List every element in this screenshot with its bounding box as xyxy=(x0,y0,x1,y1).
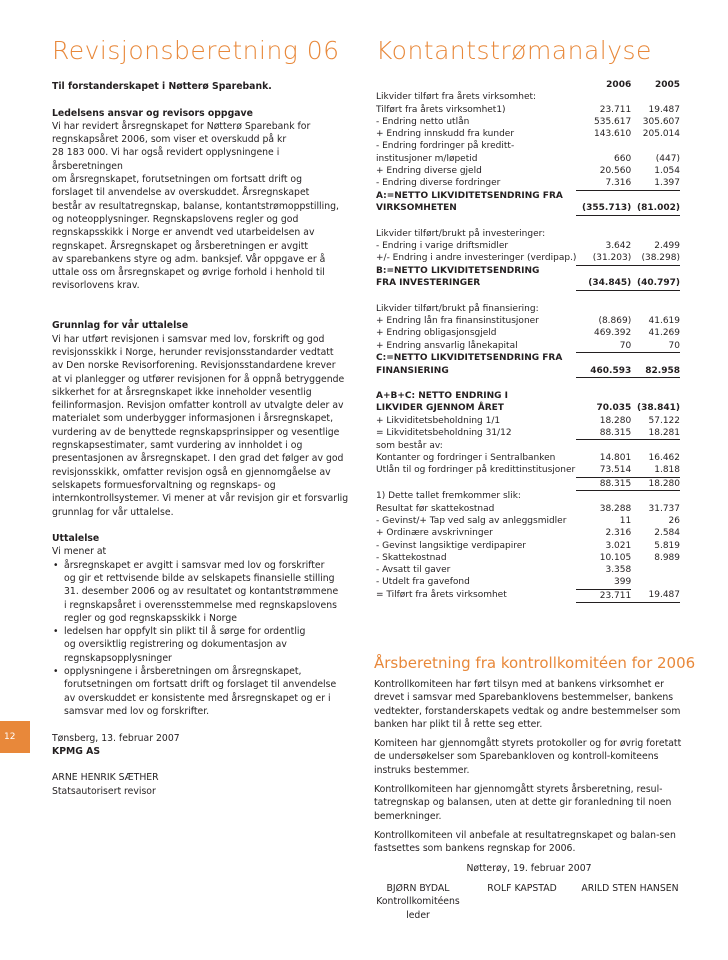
audit-report-body xyxy=(52,80,352,798)
row-label: FRA INVESTERINGER xyxy=(376,278,481,289)
row-label: A+B+C: NETTO ENDRING I xyxy=(376,391,509,402)
value-2006: 70.035 xyxy=(596,403,632,414)
row-label: - Endring i varige driftsmidler xyxy=(376,241,509,252)
table-row xyxy=(376,303,680,315)
value-2005 xyxy=(631,303,680,315)
value-2006: 535.617 xyxy=(594,116,632,127)
text-line: regnskapet. Årsregnskapet og årsberetningen er avgitt xyxy=(52,240,309,252)
text-line: Vi har revidert årsregnskapet for Nøtterø Sparebank for xyxy=(52,120,311,132)
value-2006: 469.392 xyxy=(594,328,632,339)
value-2005: 2.584 xyxy=(654,528,680,539)
table-row xyxy=(376,277,680,290)
value-2006: 14.801 xyxy=(599,453,632,464)
row-label: institusjoner m/løpetid xyxy=(376,153,478,164)
table-row xyxy=(376,390,680,402)
table-row xyxy=(376,140,680,152)
table-row xyxy=(376,252,680,265)
table-row xyxy=(376,240,680,252)
value-2005: (38.841) xyxy=(637,403,680,414)
bullet-first-line xyxy=(52,559,352,572)
signature-1-role: Kontrollkomitéens xyxy=(376,896,460,908)
value-2006 xyxy=(576,440,631,452)
row-label: - Endring diverse fordringer xyxy=(376,178,501,189)
value-2006: (355.713) xyxy=(576,202,631,215)
paragraph: Kontrollkomiteen har gjennomgått styrets årsberetning, resul-tatregnskap og balansen, uten at dette gir foranledning til noen bemerkninger. xyxy=(374,784,672,822)
text-line: at vi planlegger og utfører revisjonen for å oppnå betryggende xyxy=(52,373,345,385)
value-2006: 10.105 xyxy=(599,552,632,563)
table-row xyxy=(376,228,680,240)
text-line: av sparebankens styre og adm. banksjef. Vår oppgave er å xyxy=(52,253,326,265)
row-label: Likvider tilført/brukt på investeringer: xyxy=(376,228,546,239)
value-2006: 23.711 xyxy=(576,589,631,602)
value-2005 xyxy=(631,190,680,202)
text-line: revisjonsskikk i Norge, herunder revisjonsstandarder vedtatt xyxy=(52,346,334,358)
text-line: materialet som underbygger informasjonen i årsregnskapet, xyxy=(52,413,334,425)
section-heading: Uttalelse xyxy=(52,533,100,545)
bullet-continuation: av overskuddet er konsistente med årsregnskapet og er i xyxy=(64,692,331,704)
section-responsibility xyxy=(52,120,352,293)
header-label xyxy=(376,79,576,91)
report-date: Tønsberg, 13. februar 2007 xyxy=(52,732,180,744)
table-row xyxy=(376,464,680,477)
section-heading: Grunnlag for vår uttalelse xyxy=(52,320,189,332)
value-2006 xyxy=(576,91,631,103)
row-label: LIKVIDER GJENNOM ÅRET xyxy=(376,403,504,414)
opinion-bullets xyxy=(52,559,352,719)
cashflow-title: Kontantstrømanalyse xyxy=(376,36,652,65)
value-2005: 26 xyxy=(668,516,680,526)
value-2005: 19.487 xyxy=(631,589,680,602)
text-line: vurdering av de benyttede regnskapsprinsipper og vesentlige xyxy=(52,426,340,438)
table-row xyxy=(376,104,680,116)
header-year-2006: 2006 xyxy=(606,80,632,90)
text-line: regnskapsestimater, samt vurdering av innholdet i og xyxy=(52,440,303,452)
value-2005 xyxy=(631,140,680,152)
row-label: - Gevinst/+ Tap ved salg av anleggsmidler xyxy=(376,516,567,526)
table-row xyxy=(376,128,680,140)
row-label: - Skattekostnad xyxy=(376,552,447,563)
value-2006 xyxy=(576,190,631,202)
value-2006 xyxy=(576,265,631,277)
row-label: VIRKSOMHETEN xyxy=(376,203,457,214)
row-label: C:=NETTO LIKVIDITETSENDRING FRA xyxy=(376,353,563,364)
row-label: = Tilført fra årets virksomhet xyxy=(376,590,507,601)
control-committee-body xyxy=(374,678,684,862)
row-label: Resultat før skattekostnad xyxy=(376,503,495,514)
value-2005: 305.607 xyxy=(642,116,680,127)
table-row xyxy=(376,490,680,502)
table-row xyxy=(376,477,680,490)
row-label: + Endring ansvarlig lånekapital xyxy=(376,340,518,351)
table-row xyxy=(376,365,680,378)
row-label: - Endring netto utlån xyxy=(376,116,470,127)
value-2006: 143.610 xyxy=(594,129,632,140)
table-row xyxy=(376,91,680,103)
value-2005 xyxy=(631,352,680,364)
value-2006: 660 xyxy=(614,153,632,164)
row-label: Utlån til og fordringer på kredittinstitusjoner xyxy=(376,465,576,476)
value-2006: 73.514 xyxy=(576,464,631,477)
value-2005: 2.499 xyxy=(654,241,680,252)
control-date: Nøtterøy, 19. februar 2007 xyxy=(466,863,592,874)
value-2006: 38.288 xyxy=(599,503,632,514)
row-label: Tilført fra årets virksomhet1) xyxy=(376,104,506,115)
value-2005: 5.819 xyxy=(654,540,680,551)
value-2005: 41.619 xyxy=(648,316,680,327)
value-2006: 7.316 xyxy=(576,177,631,190)
table-row xyxy=(376,503,680,515)
value-2006: 3.642 xyxy=(605,241,632,252)
table-row xyxy=(376,452,680,464)
table-row xyxy=(376,378,680,391)
value-2005: 82.958 xyxy=(631,365,680,378)
value-2005: 31.737 xyxy=(648,503,680,514)
value-2005 xyxy=(631,490,680,502)
value-2005: (447) xyxy=(655,153,680,164)
text-line: uttale oss om årsregnskapet og øvrige forhold i henhold til xyxy=(52,267,325,279)
signature-2 xyxy=(478,882,566,895)
value-2006 xyxy=(576,390,631,402)
paragraph: Kontrollkomiteen har ført tilsyn med at bankens virksomhet er drevet i samsvar med Sparebanklovens bestemmelser, bankens vedtekter, forstanderskapets vedtak og andre bestemmelser som banken har plikt til å rette seg etter. xyxy=(374,679,681,730)
section-heading: Ledelsens ansvar og revisors oppgave xyxy=(52,107,253,119)
table-row xyxy=(376,440,680,452)
spacer-cell xyxy=(376,378,680,391)
value-2005: 205.014 xyxy=(642,129,680,140)
table-row xyxy=(376,576,680,589)
bullet-continuation: i regnskapsåret i overensstemmelse med regnskapslovens xyxy=(64,599,337,611)
value-2005: (40.797) xyxy=(631,277,680,290)
bullet-continuation: regnskapsopplysninger xyxy=(64,652,172,664)
table-row xyxy=(376,190,680,202)
signer-title: Statsautorisert revisor xyxy=(52,785,156,797)
section-basis xyxy=(52,333,352,519)
table-row xyxy=(376,315,680,327)
table-row xyxy=(376,265,680,277)
value-2005: (81.002) xyxy=(631,202,680,215)
row-label: FINANSIERING xyxy=(376,365,449,376)
row-label: - Avsatt til gaver xyxy=(376,565,451,576)
value-2005: 19.487 xyxy=(648,104,680,115)
opinion-bullet-item xyxy=(52,665,352,718)
table-row xyxy=(376,415,680,427)
value-2006: (31.203) xyxy=(576,252,631,265)
bullet-icon: • xyxy=(53,626,59,638)
value-2006 xyxy=(576,490,631,502)
value-2006: 70 xyxy=(576,340,631,353)
value-2006 xyxy=(576,352,631,364)
value-2005 xyxy=(631,440,680,452)
cashflow-table xyxy=(376,79,680,603)
opinion-bullet-item xyxy=(52,625,352,665)
signature-1 xyxy=(372,882,464,922)
table-header-row xyxy=(376,79,680,91)
value-2006: 3.358 xyxy=(605,565,632,576)
value-2005 xyxy=(631,390,680,402)
bullet-icon: • xyxy=(53,666,59,678)
text-line: og noteopplysninger. Regnskapslovens regler og god xyxy=(52,213,299,225)
paragraph: Kontrollkomiteen vil anbefale at resultatregnskapet og balan-sen fastsettes som bankens regnskap for 2006. xyxy=(374,829,676,855)
bullet-continuation: og gir et rettvisende bilde av selskapets finansielle stilling xyxy=(64,572,335,584)
table-row xyxy=(376,290,680,303)
row-label: som består av: xyxy=(376,440,443,451)
value-2006: 3.021 xyxy=(605,540,632,551)
text-line: internkontrollsystemer. Vi mener at vår revisjon gir et forsvarlig xyxy=(52,493,349,505)
value-2005: 1.397 xyxy=(631,177,680,190)
table-row xyxy=(376,589,680,602)
table-row xyxy=(376,527,680,539)
row-label: = Likviditetsbeholdning 31/12 xyxy=(376,427,512,438)
signature-3 xyxy=(572,882,688,895)
text-line: om årsregnskapet, forutsetningen om fortsatt drift og xyxy=(52,174,303,186)
value-2006: (34.845) xyxy=(576,277,631,290)
value-2005 xyxy=(631,91,680,103)
value-2006: 18.280 xyxy=(599,415,632,426)
value-2005 xyxy=(631,228,680,240)
row-label: +/- Endring i andre investeringer (verdipap.) xyxy=(376,253,577,264)
table-row xyxy=(376,116,680,128)
value-2006 xyxy=(576,140,631,152)
text-line: revisjonsskikk, omfatter revisjon også en gjennomgåelse av xyxy=(52,466,331,478)
value-2005 xyxy=(631,564,680,576)
value-2006: 399 xyxy=(576,576,631,589)
value-2005: 41.269 xyxy=(648,328,680,339)
table-row xyxy=(376,153,680,165)
table-row xyxy=(376,515,680,527)
row-label: + Likviditetsbeholdning 1/1 xyxy=(376,415,501,426)
value-2006: 2.316 xyxy=(605,528,632,539)
row-label: - Utdelt fra gavefond xyxy=(376,577,470,588)
value-2005: 57.122 xyxy=(648,415,680,426)
table-row xyxy=(376,402,680,414)
text-line: selskapets formuesforvaltning og regnskaps- og xyxy=(52,479,276,491)
bullet-text: årsregnskapet er avgitt i samsvar med lov og forskrifter xyxy=(64,559,325,571)
text-line: feilinformasjon. Revisjon omfatter kontroll av utvalgte deler av xyxy=(52,400,344,412)
text-line: består av resultatregnskap, balanse, kontantstrømoppstilling, xyxy=(52,200,339,212)
text-line: 28 183 000. Vi har også revidert opplysningene i årsberetningen xyxy=(52,147,280,172)
bullet-continuation: 31. desember 2006 og av resultatet og kontantstrømmene xyxy=(64,586,339,598)
value-2005 xyxy=(631,265,680,277)
row-label: Likvider tilført/brukt på finansiering: xyxy=(376,303,539,314)
text-line: regnskapsåret 2006, som viser et overskudd på kr xyxy=(52,134,287,146)
page-number: 12 xyxy=(0,721,30,753)
paragraph: Komiteen har gjennomgått styrets protokoller og for øvrig foretatt de undersøkelser som Sparebankloven og kontroll-komiteens instruks bestemmer. xyxy=(374,738,682,776)
row-label: + Endring lån fra finansinstitusjoner xyxy=(376,316,539,327)
row-label: + Endring obligasjonsgjeld xyxy=(376,328,497,339)
value-2005: 1.818 xyxy=(631,464,680,477)
value-2006: 88.315 xyxy=(576,477,631,490)
bullet-continuation: samsvar med lov og forskrifter. xyxy=(64,705,210,717)
table-row xyxy=(376,564,680,576)
table-row xyxy=(376,177,680,190)
value-2005: 8.989 xyxy=(654,552,680,563)
text-line: regnskapsskikk i Norge er anvendt ved utarbeidelsen av xyxy=(52,227,315,239)
value-2006: 11 xyxy=(619,516,632,526)
text-line: presentasjonen av årsregnskapet. I den grad det følger av god xyxy=(52,453,344,465)
row-label: Kontanter og fordringer i Sentralbanken xyxy=(376,453,556,464)
value-2005: 1.054 xyxy=(654,166,680,177)
row-label: + Endring innskudd fra kunder xyxy=(376,129,515,140)
audit-firm: KPMG AS xyxy=(52,745,101,757)
header-year-2005: 2005 xyxy=(654,80,680,90)
row-label: + Endring diverse gjeld xyxy=(376,166,482,177)
table-row xyxy=(376,552,680,564)
table-row xyxy=(376,202,680,215)
bullet-continuation: forutsetningen om fortsatt drift og forslaget til anvendelse xyxy=(64,679,337,691)
bullet-first-line xyxy=(52,665,352,678)
text-line: forslaget til anvendelse av overskuddet. Årsregnskapet xyxy=(52,187,310,199)
signature-2-name: ROLF KAPSTAD xyxy=(487,883,557,894)
table-row xyxy=(376,427,680,440)
opinion-intro: Vi mener at xyxy=(52,546,107,558)
value-2005: 18.280 xyxy=(631,477,680,490)
row-label: 1) Dette tallet fremkommer slik: xyxy=(376,491,521,502)
row-label: - Endring fordringer på kreditt- xyxy=(376,141,515,152)
value-2005: (38.298) xyxy=(631,252,680,265)
value-2006: 460.593 xyxy=(576,365,631,378)
row-label xyxy=(376,477,576,490)
value-2005: 70 xyxy=(631,340,680,353)
text-line: revisorlovens krav. xyxy=(52,280,140,292)
value-2006: 20.560 xyxy=(599,166,632,177)
table-row xyxy=(376,540,680,552)
value-2005: 16.462 xyxy=(648,453,680,464)
signature-1-name: BJØRN BYDAL xyxy=(386,883,450,894)
addressee: Til forstanderskapet i Nøtterø Sparebank. xyxy=(52,81,272,92)
value-2006 xyxy=(576,228,631,240)
row-label: A:=NETTO LIKVIDITETSENDRING FRA xyxy=(376,191,563,202)
bullet-text: opplysningene i årsberetningen om årsregnskapet, xyxy=(64,666,302,678)
value-2005: 18.281 xyxy=(631,427,680,440)
value-2006: 23.711 xyxy=(599,104,632,115)
text-line: sikkerhet for at årsregnskapet ikke inneholder vesentlig xyxy=(52,386,312,398)
bullet-continuation: regler og god regnskapsskikk i Norge xyxy=(64,612,237,624)
audit-report-title: Revisjonsberetning 06 xyxy=(52,36,340,65)
value-2006 xyxy=(576,303,631,315)
bullet-text: ledelsen har oppfylt sin plikt til å sørge for ordentlig xyxy=(64,626,306,638)
value-2005 xyxy=(631,576,680,589)
table-row xyxy=(376,352,680,364)
text-line: grunnlag for vår uttalelse. xyxy=(52,506,174,518)
table-row xyxy=(376,165,680,177)
row-label: Likvider tilført fra årets virksomhet: xyxy=(376,92,537,103)
bullet-first-line xyxy=(52,625,352,638)
spacer-cell xyxy=(376,290,680,303)
control-committee-title: Årsberetning fra kontrollkomitéen for 2006 xyxy=(374,654,696,672)
text-line: Vi har utført revisjonen i samsvar med lov, forskrift og god xyxy=(52,333,325,345)
table-row xyxy=(376,327,680,339)
opinion-bullet-item xyxy=(52,559,352,625)
text-line: av Den norske Revisorforening. Revisjonsstandardene krever xyxy=(52,360,336,372)
bullet-icon: • xyxy=(53,559,59,571)
value-2006: 88.315 xyxy=(576,427,631,440)
signature-1-role-2: leder xyxy=(406,909,430,921)
table-row xyxy=(376,340,680,353)
signer-name: ARNE HENRIK SÆTHER xyxy=(52,772,159,784)
row-label: B:=NETTO LIKVIDITETSENDRING xyxy=(376,266,540,277)
value-2006: (8.869) xyxy=(598,316,632,327)
row-label: + Ordinære avskrivninger xyxy=(376,528,493,539)
spacer-cell xyxy=(376,215,680,228)
signature-3-name: ARILD STEN HANSEN xyxy=(581,883,679,894)
bullet-continuation: og oversiktlig registrering og dokumentasjon av xyxy=(64,639,287,651)
table-row xyxy=(376,215,680,228)
row-label: - Gevinst langsiktige verdipapirer xyxy=(376,540,527,551)
